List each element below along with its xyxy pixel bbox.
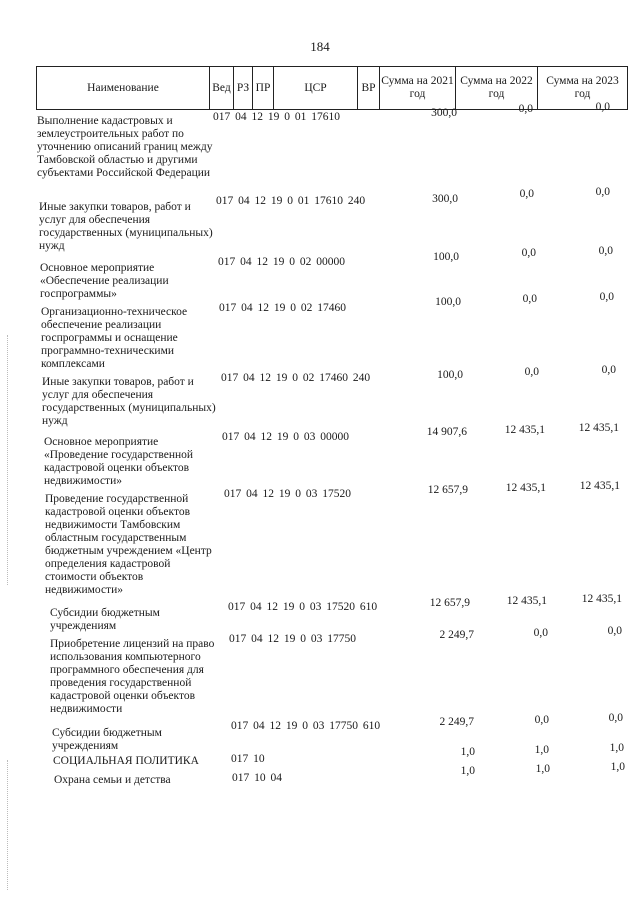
- row-name: Иные закупки товаров, работ и услуг для обеспечения государственных (муниципальных) нужд: [39, 201, 213, 252]
- table-header: [36, 66, 628, 110]
- row-codes: 017 04 12 19 0 02 17460 240: [221, 372, 371, 384]
- header-vr: ВР: [358, 67, 380, 109]
- header-rz: РЗ: [234, 67, 253, 109]
- row-sum-2021: 300,0: [431, 107, 457, 119]
- header-sum-2022: Сумма на 2022 год: [456, 67, 538, 109]
- row-codes: 017 10 04: [232, 772, 282, 784]
- row-codes: 017 04 12 19 0 02 00000: [218, 256, 345, 268]
- row-name: Охрана семьи и детства: [54, 774, 171, 786]
- row-sum-2022: 0,0: [533, 627, 548, 639]
- header-csr: ЦСР: [274, 67, 358, 109]
- row-codes: 017 04 12 19 0 03 17520 610: [228, 601, 378, 613]
- row-codes: 017 04 12 19 0 02 17460: [219, 302, 346, 314]
- row-name: Выполнение кадастровых и землеустроительных работ по уточнению описаний границ между Тамбовской областью и другими субъектами Российской Федерации: [37, 115, 213, 179]
- row-sum-2021: 1,0: [460, 765, 475, 777]
- header-pr: ПР: [253, 67, 274, 109]
- row-sum-2022: 0,0: [522, 293, 537, 305]
- row-name: Основное мероприятие «Проведение государственной кадастровой оценки объектов недвижимости»: [44, 436, 194, 487]
- row-sum-2022: 0,0: [524, 366, 539, 378]
- row-name: Проведение государственной кадастровой оценки объектов недвижимости Тамбовским областным государственным бюджетным учреждением «Центр определения кадастровой стоимости объектов недвижимости»: [45, 493, 212, 596]
- margin-dots-top: [7, 335, 10, 585]
- row-sum-2022: 0,0: [519, 188, 534, 200]
- page-number: 184: [310, 39, 330, 54]
- row-sum-2023: 0,0: [608, 712, 623, 724]
- row-sum-2023: 0,0: [598, 245, 613, 257]
- row-name: Субсидии бюджетным учреждениям: [50, 607, 160, 632]
- row-sum-2021: 1,0: [460, 746, 475, 758]
- row-codes: 017 04 12 19 0 03 17750 610: [231, 720, 381, 732]
- row-sum-2023: 12 435,1: [579, 480, 620, 492]
- row-name: СОЦИАЛЬНАЯ ПОЛИТИКА: [53, 755, 199, 767]
- row-sum-2023: 0,0: [607, 625, 622, 637]
- row-sum-2021: 14 907,6: [426, 426, 467, 438]
- row-sum-2022: 0,0: [521, 247, 536, 259]
- row-sum-2021: 12 657,9: [427, 484, 468, 496]
- row-codes: 017 04 12 19 0 01 17610 240: [216, 195, 366, 207]
- row-sum-2021: 100,0: [433, 251, 459, 263]
- row-sum-2022: 12 435,1: [504, 424, 545, 436]
- row-sum-2022: 1,0: [534, 744, 549, 756]
- row-sum-2021: 300,0: [432, 193, 458, 205]
- header-ved: Вед: [210, 67, 234, 109]
- row-name: Иные закупки товаров, работ и услуг для обеспечения государственных (муниципальных) нужд: [42, 376, 216, 427]
- row-codes: 017 04 12 19 0 03 17750: [229, 633, 356, 645]
- row-sum-2023: 0,0: [595, 186, 610, 198]
- row-codes: 017 04 12 19 0 03 00000: [222, 431, 349, 443]
- row-sum-2021: 12 657,9: [429, 597, 470, 609]
- row-name: Организационно-техническое обеспечение реализации госпрограммы и оснащение программно-техническими комплексами: [41, 306, 188, 370]
- row-sum-2021: 2 249,7: [439, 629, 474, 641]
- header-name: Наименование: [36, 67, 210, 109]
- row-codes: 017 04 12 19 0 01 17610: [213, 111, 340, 123]
- row-sum-2021: 2 249,7: [439, 716, 474, 728]
- margin-dots-bottom: [7, 760, 10, 890]
- row-sum-2023: 0,0: [599, 291, 614, 303]
- row-sum-2022: 0,0: [534, 714, 549, 726]
- row-name: Субсидии бюджетным учреждениям: [52, 727, 162, 752]
- row-sum-2021: 100,0: [437, 369, 463, 381]
- row-sum-2022: 0,0: [518, 103, 533, 115]
- row-name: Приобретение лицензий на право использования компьютерного программного обеспечения для проведения государственной кадастровой оценки объектов недвижимости: [50, 638, 215, 715]
- row-sum-2023: 1,0: [610, 761, 625, 773]
- row-sum-2023: 12 435,1: [578, 422, 619, 434]
- row-sum-2022: 12 435,1: [506, 595, 547, 607]
- header-sum-2023: Сумма на 2023 год: [538, 67, 628, 109]
- row-name: Основное мероприятие «Обеспечение реализации госпрограммы»: [40, 262, 169, 300]
- row-sum-2021: 100,0: [435, 296, 461, 308]
- row-sum-2023: 12 435,1: [581, 593, 622, 605]
- row-codes: 017 10: [231, 753, 265, 765]
- header-sum-2021: Сумма на 2021 год: [380, 67, 456, 109]
- row-sum-2023: 0,0: [595, 101, 610, 113]
- row-sum-2023: 0,0: [601, 364, 616, 376]
- row-codes: 017 04 12 19 0 03 17520: [224, 488, 351, 500]
- row-sum-2022: 1,0: [535, 763, 550, 775]
- row-sum-2023: 1,0: [609, 742, 624, 754]
- row-sum-2022: 12 435,1: [505, 482, 546, 494]
